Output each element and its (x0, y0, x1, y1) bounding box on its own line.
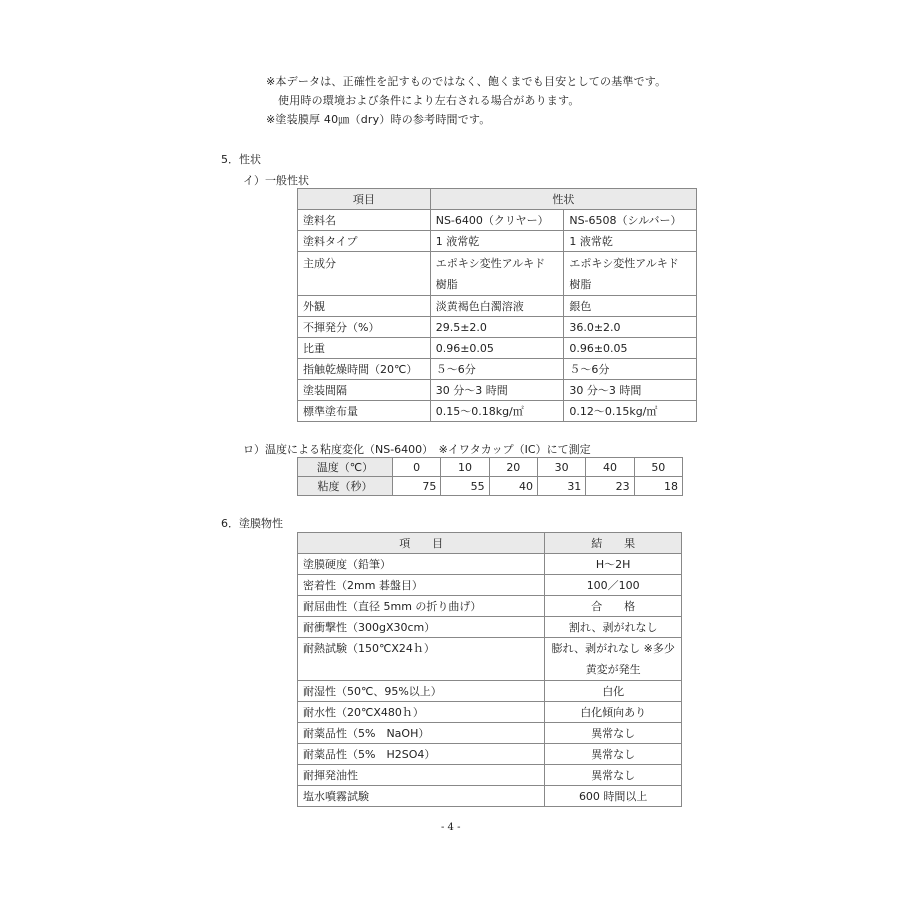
row-item: 耐薬品性（5% H2SO4） (298, 744, 545, 765)
row-value-clear: 淡黄褐色白濁溶液 (430, 296, 564, 317)
row-item: 塗料タイプ (298, 231, 431, 252)
note-line-1: ※本データは、正確性を記すものではなく、飽くまでも目安としての基準です。 (266, 75, 667, 88)
table-row (298, 765, 682, 786)
table-row (298, 702, 682, 723)
table-header-row (298, 189, 697, 210)
temperature-value: 30 (537, 458, 585, 477)
temperature-label: 温度（℃） (298, 458, 393, 477)
table-row (298, 638, 682, 681)
row-item: 塗料名 (298, 210, 431, 231)
note-line-3: ※塗装膜厚 40㎛（dry）時の参考時間です。 (266, 113, 491, 126)
row-result: 600 時間以上 (545, 786, 682, 807)
table-header-row (298, 533, 682, 554)
row-item: 指触乾燥時間（20℃） (298, 359, 431, 380)
temperature-value: 20 (489, 458, 537, 477)
row-item: 塗膜硬度（鉛筆） (298, 554, 545, 575)
table-row (298, 617, 682, 638)
table-row (298, 786, 682, 807)
row-value-silver: 36.0±2.0 (564, 317, 697, 338)
row-result: 白化傾向あり (545, 702, 682, 723)
row-item: 外観 (298, 296, 431, 317)
table-row (298, 317, 697, 338)
header-item: 項目 (298, 189, 431, 210)
row-value-clear: ５～6分 (430, 359, 564, 380)
row-result: 異常なし (545, 765, 682, 786)
row-value-clear: 29.5±2.0 (430, 317, 564, 338)
section-5-subtitle-general: イ）一般性状 (243, 174, 309, 187)
table-row (298, 296, 697, 317)
table-row (298, 575, 682, 596)
row-value-silver: 1 液常乾 (564, 231, 697, 252)
header-property: 性状 (430, 189, 696, 210)
row-item: 塩水噴霧試験 (298, 786, 545, 807)
row-result: 異常なし (545, 744, 682, 765)
row-value-silver: 0.96±0.05 (564, 338, 697, 359)
table-row (298, 380, 697, 401)
row-value-silver: エポキシ変性アルキド 樹脂 (564, 252, 697, 296)
row-item: 塗装間隔 (298, 380, 431, 401)
note-line-2: 使用時の環境および条件により左右される場合があります。 (278, 94, 580, 107)
temperature-value: 40 (586, 458, 634, 477)
row-value-clear: エポキシ変性アルキド 樹脂 (430, 252, 564, 296)
viscosity-value: 31 (537, 477, 585, 496)
header-item: 項 目 (298, 533, 545, 554)
row-item: 比重 (298, 338, 431, 359)
row-item: 耐湿性（50℃、95%以上） (298, 681, 545, 702)
row-result: 異常なし (545, 723, 682, 744)
table-row (298, 596, 682, 617)
table-row (298, 458, 683, 477)
temperature-value: 50 (634, 458, 682, 477)
section-5-title: 5．性状 (221, 153, 261, 166)
row-result: 合 格 (545, 596, 682, 617)
viscosity-value: 18 (634, 477, 682, 496)
table-row (298, 554, 682, 575)
table-row (298, 744, 682, 765)
viscosity-value: 55 (441, 477, 489, 496)
row-result: 100／100 (545, 575, 682, 596)
general-properties-table (297, 188, 697, 422)
temperature-value: 10 (441, 458, 489, 477)
row-result: 白化 (545, 681, 682, 702)
row-item: 密着性（2mm 碁盤目） (298, 575, 545, 596)
table-row (298, 252, 697, 296)
table-row (298, 723, 682, 744)
table-row (298, 359, 697, 380)
film-properties-table (297, 532, 682, 807)
row-result: 割れ、剥がれなし (545, 617, 682, 638)
table-row (298, 231, 697, 252)
row-item: 耐屈曲性（直径 5mm の折り曲げ） (298, 596, 545, 617)
table-row (298, 210, 697, 231)
table-row (298, 338, 697, 359)
row-result: 膨れ、剥がれなし ※多少黄変が発生 (545, 638, 682, 681)
row-item: 主成分 (298, 252, 431, 296)
row-value-clear: 0.15～0.18kg/㎡ (430, 401, 564, 422)
viscosity-value: 75 (393, 477, 441, 496)
row-item: 耐熱試験（150℃X24ｈ） (298, 638, 545, 681)
row-item: 耐揮発油性 (298, 765, 545, 786)
row-item: 耐衝撃性（300gX30cm） (298, 617, 545, 638)
temperature-value: 0 (393, 458, 441, 477)
row-item: 標準塗布量 (298, 401, 431, 422)
row-value-silver: ５～6分 (564, 359, 697, 380)
section-6-title: 6．塗膜物性 (221, 517, 283, 530)
row-value-clear: 0.96±0.05 (430, 338, 564, 359)
row-item: 耐薬品性（5% NaOH） (298, 723, 545, 744)
row-result: H～2H (545, 554, 682, 575)
row-item: 耐水性（20℃X480ｈ） (298, 702, 545, 723)
row-item: 不揮発分（%） (298, 317, 431, 338)
page-number: - 4 - (441, 822, 461, 833)
viscosity-value: 23 (586, 477, 634, 496)
row-value-silver: NS-6508（シルバー） (564, 210, 697, 231)
row-value-silver: 0.12～0.15kg/㎡ (564, 401, 697, 422)
header-result: 結 果 (545, 533, 682, 554)
row-value-clear: 1 液常乾 (430, 231, 564, 252)
row-value-silver: 30 分～3 時間 (564, 380, 697, 401)
table-row (298, 477, 683, 496)
viscosity-value: 40 (489, 477, 537, 496)
viscosity-table (297, 457, 683, 496)
table-row (298, 401, 697, 422)
row-value-silver: 銀色 (564, 296, 697, 317)
row-value-clear: 30 分～3 時間 (430, 380, 564, 401)
row-value-clear: NS-6400（クリヤー） (430, 210, 564, 231)
section-5-subtitle-viscosity: ロ）温度による粘度変化（NS-6400） ※イワタカップ（IC）にて測定 (243, 443, 591, 456)
viscosity-label: 粘度（秒） (298, 477, 393, 496)
table-row (298, 681, 682, 702)
